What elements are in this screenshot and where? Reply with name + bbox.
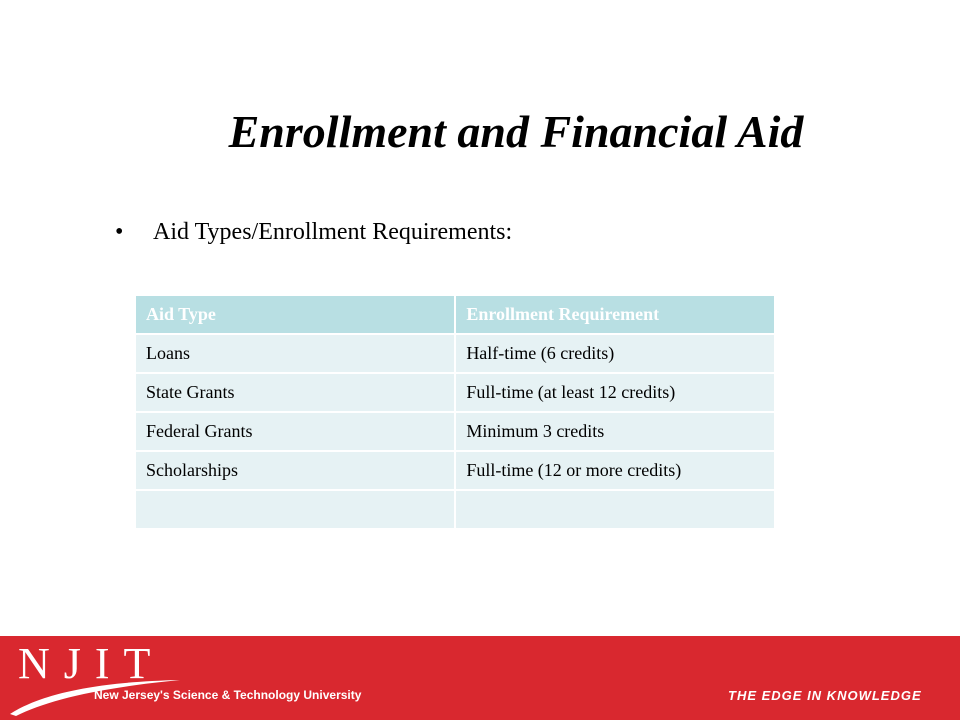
table-row bbox=[136, 373, 775, 412]
cell-requirement bbox=[455, 490, 775, 529]
cell-aid-type: State Grants bbox=[136, 373, 455, 412]
njit-logo: NJIT bbox=[18, 639, 165, 688]
cell-aid-type bbox=[136, 490, 455, 529]
header-aid-type: Aid Type bbox=[136, 296, 455, 334]
aid-requirements-table bbox=[136, 296, 776, 530]
bullet-marker: • bbox=[115, 219, 124, 245]
cell-requirement: Half-time (6 credits) bbox=[455, 334, 775, 373]
cell-aid-type: Scholarships bbox=[136, 451, 455, 490]
bullet-item bbox=[115, 214, 512, 250]
slogan-text: THE EDGE IN KNOWLEDGE bbox=[728, 688, 922, 703]
slide-title: Enrollment and Financial Aid bbox=[228, 106, 804, 157]
table-header-row bbox=[136, 296, 775, 334]
cell-requirement: Full-time (at least 12 credits) bbox=[455, 373, 775, 412]
header-enrollment-requirement: Enrollment Requirement bbox=[455, 296, 775, 334]
cell-aid-type: Federal Grants bbox=[136, 412, 455, 451]
cell-aid-type: Loans bbox=[136, 334, 455, 373]
bullet-text: Aid Types/Enrollment Requirements: bbox=[153, 219, 513, 245]
table-row-empty bbox=[136, 490, 775, 529]
table-row bbox=[136, 451, 775, 490]
cell-requirement: Full-time (12 or more credits) bbox=[455, 451, 775, 490]
table-row bbox=[136, 334, 775, 373]
cell-requirement: Minimum 3 credits bbox=[455, 412, 775, 451]
university-tagline: New Jersey's Science & Technology University bbox=[94, 688, 362, 702]
footer-banner bbox=[0, 636, 960, 720]
title-area bbox=[0, 0, 960, 200]
table-row bbox=[136, 412, 775, 451]
